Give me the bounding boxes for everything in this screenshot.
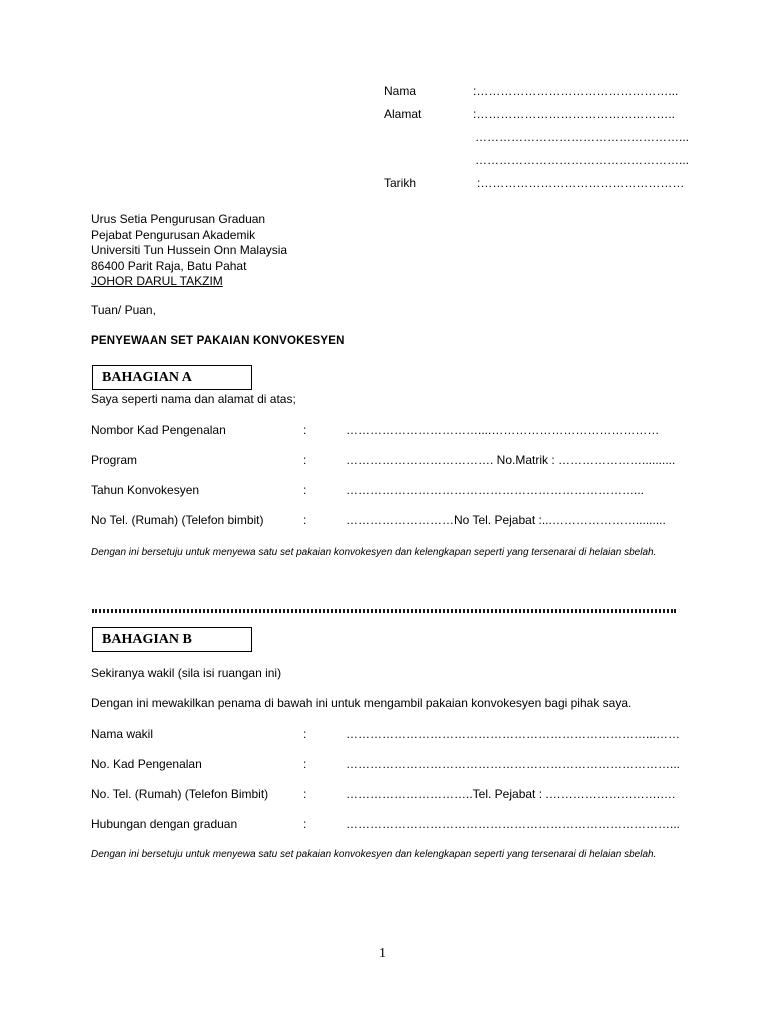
field-nama[interactable]: :…………………………………………... bbox=[473, 84, 679, 98]
section-a-intro: Saya seperti nama dan alamat di atas; bbox=[91, 392, 296, 406]
label-hubungan: Hubungan dengan graduan bbox=[91, 817, 238, 831]
label-program: Program bbox=[91, 453, 138, 467]
subject-title: PENYEWAAN SET PAKAIAN KONVOKESYEN bbox=[91, 335, 345, 347]
colon: : bbox=[303, 483, 307, 497]
section-b-intro-2: Dengan ini mewakilkan penama di bawah ini untuk mengambil pakaian konvokesyen bagi pihak saya. bbox=[91, 696, 632, 710]
field-wakil-tel-pejabat[interactable]: …………………………..Tel. Pejabat : .……………………….…. bbox=[346, 787, 676, 801]
label-wakil-no-tel: No. Tel. (Rumah) (Telefon Bimbit) bbox=[91, 787, 269, 801]
address-line-4: 86400 Parit Raja, Batu Pahat bbox=[91, 259, 247, 273]
field-program-matrik[interactable]: ………………………………. No.Matrik : ………………….......... bbox=[346, 453, 676, 467]
section-separator bbox=[92, 609, 676, 613]
address-line-1: Urus Setia Pengurusan Graduan bbox=[91, 212, 266, 226]
colon: : bbox=[303, 513, 307, 527]
label-no-tel: No Tel. (Rumah) (Telefon bimbit) bbox=[91, 513, 264, 527]
field-tarikh[interactable]: :…………………………………………… bbox=[477, 176, 685, 190]
label-tahun-konvokesyen: Tahun Konvokesyen bbox=[91, 483, 200, 497]
field-tahun-konvokesyen[interactable]: ………………………………………………………………... bbox=[346, 483, 645, 497]
section-a-heading: BAHAGIAN A bbox=[102, 370, 192, 385]
label-wakil-kad-pengenalan: No. Kad Pengenalan bbox=[91, 757, 202, 771]
page-number: 1 bbox=[379, 946, 386, 961]
colon: : bbox=[303, 453, 307, 467]
field-alamat-line2[interactable]: ……………………………………………... bbox=[475, 130, 690, 144]
section-b-intro-1: Sekiranya wakil (sila isi ruangan ini) bbox=[91, 666, 282, 680]
label-nama: Nama bbox=[384, 84, 417, 98]
colon: : bbox=[303, 727, 307, 741]
field-wakil-kad-pengenalan[interactable]: ………………………………………………………………………... bbox=[346, 757, 681, 771]
field-alamat[interactable]: :………………………………………….. bbox=[473, 107, 676, 121]
label-nama-wakil: Nama wakil bbox=[91, 727, 154, 741]
address-line-2: Pejabat Pengurusan Akademik bbox=[91, 228, 256, 242]
section-b-heading-box bbox=[92, 627, 252, 652]
section-b-heading: BAHAGIAN B bbox=[102, 632, 192, 647]
field-hubungan[interactable]: ………………………………………………………………………... bbox=[346, 817, 681, 831]
label-kad-pengenalan: Nombor Kad Pengenalan bbox=[91, 423, 226, 437]
label-alamat: Alamat bbox=[384, 107, 422, 121]
salutation: Tuan/ Puan, bbox=[91, 303, 156, 317]
field-alamat-line3[interactable]: ……………………………………………... bbox=[475, 153, 690, 167]
colon: : bbox=[303, 817, 307, 831]
label-tarikh: Tarikh bbox=[384, 176, 417, 190]
address-line-3: Universiti Tun Hussein Onn Malaysia bbox=[91, 243, 288, 257]
colon: : bbox=[303, 757, 307, 771]
field-no-tel-pejabat[interactable]: ………………………No Tel. Pejabat :...…………………......... bbox=[346, 513, 666, 527]
section-b-note: Dengan ini bersetuju untuk menyewa satu set pakaian konvokesyen dan kelengkapan seperti yang tersenarai di helaian sbelah. bbox=[91, 849, 657, 860]
field-kad-pengenalan[interactable]: ……………………………....…………………………………… bbox=[346, 423, 660, 437]
section-a-heading-box bbox=[92, 365, 252, 390]
section-a-note: Dengan ini bersetuju untuk menyewa satu set pakaian konvokesyen dan kelengkapan seperti yang tersenarai di helaian sbelah. bbox=[91, 547, 657, 558]
colon: : bbox=[303, 787, 307, 801]
address-line-5: JOHOR DARUL TAKZIM bbox=[91, 274, 223, 288]
colon: : bbox=[303, 423, 307, 437]
field-nama-wakil[interactable]: …………………………………………………………………...…… bbox=[346, 727, 681, 741]
